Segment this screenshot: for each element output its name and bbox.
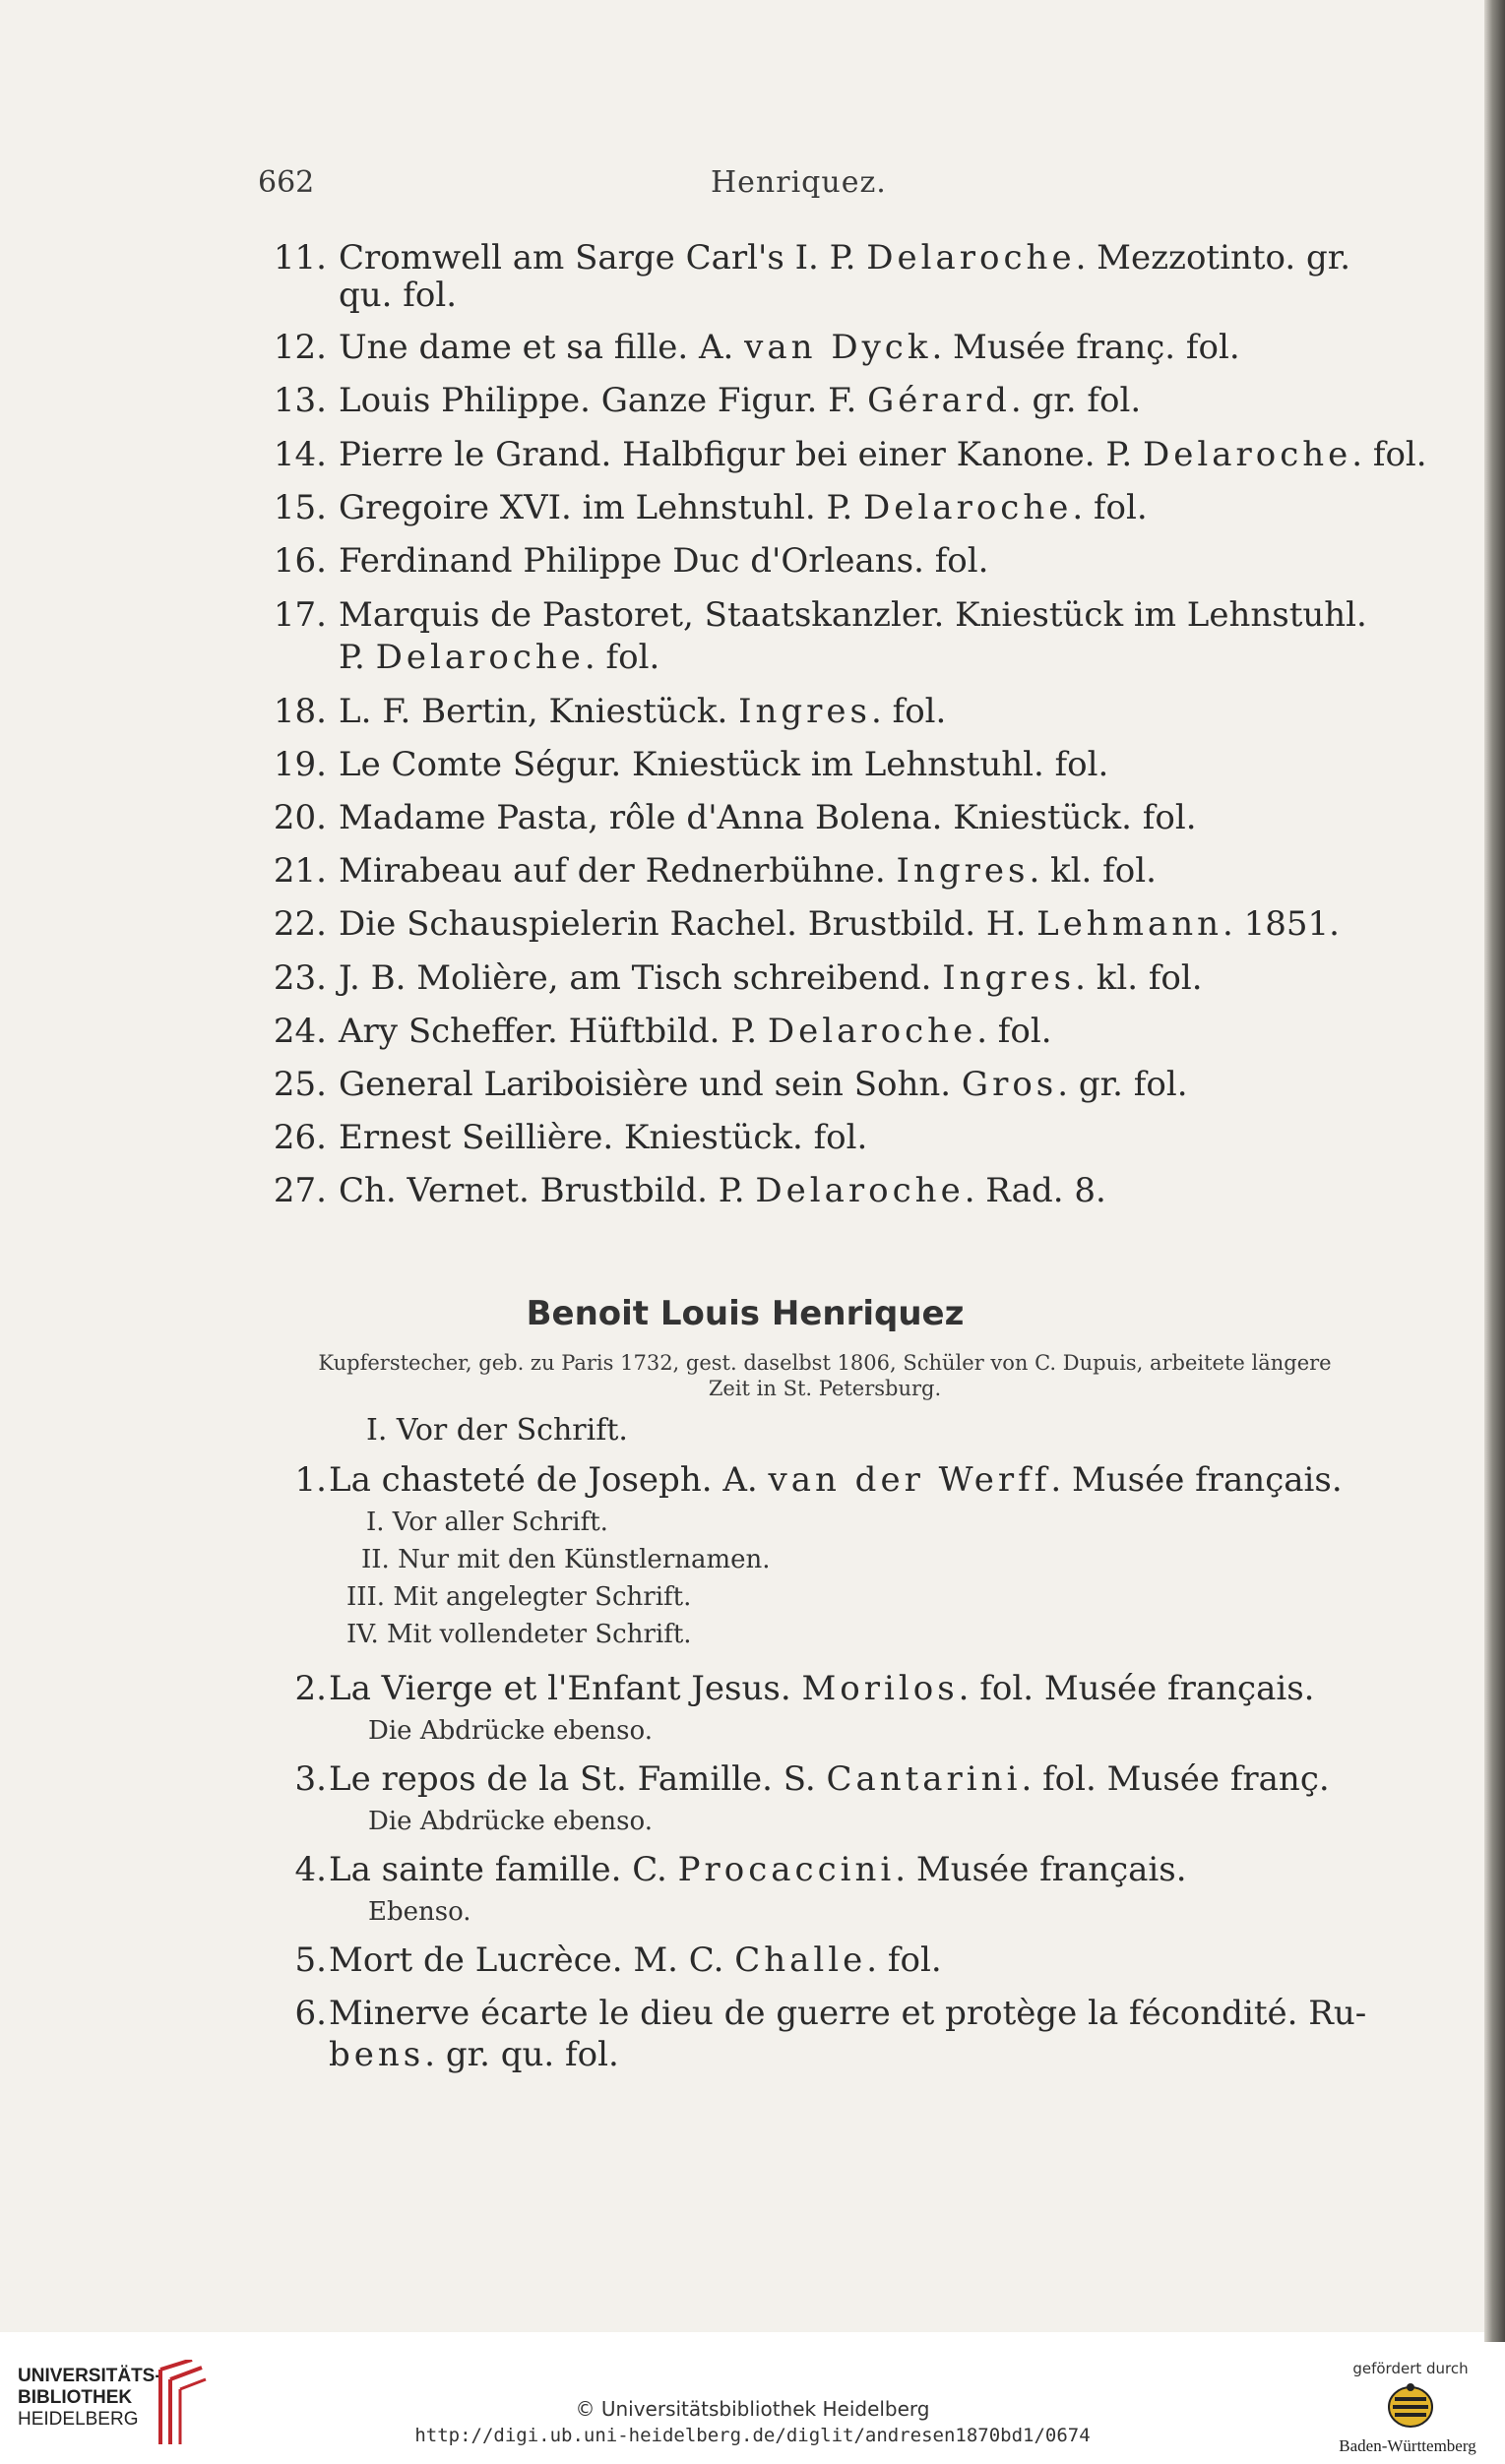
- running-title: Henriquez.: [711, 165, 887, 200]
- artist-biography: Kupferstecher, geb. zu Paris 1732, gest. daselbst 1806, Schüler von C. Dupuis, arbeitete längere Zeit in St. Petersburg.: [318, 1351, 1332, 1400]
- page-number: 662: [258, 165, 315, 200]
- sponsor-label: gefördert durch: [1352, 2360, 1469, 2377]
- coat-of-arms-icon: [1371, 2381, 1450, 2433]
- print-state: II. Nur mit den Künstlernamen.: [361, 1545, 771, 1574]
- library-logo-text: UNIVERSITÄTS- BIBLIOTHEK HEIDELBERG: [18, 2366, 161, 2430]
- list-item-continuation: bens. gr. qu. fol.: [329, 2035, 619, 2074]
- book-page: 662 Henriquez. 11. Cromwell am Sarge Carl's I. P. Delaroche. Mezzotinto. gr. qu. fol. 12. Une dame et sa fille. A. van Dyck. Musée franç. fol. 13. Louis Philippe. Ganze Figur. F. Gérard. gr. fol. 14. Pierre le Grand. Halbfigur bei einer Kanone. P. Delaroche. fol. 15. Gregoire XVI. im Lehnstuhl. P. Delaroche. fol. 16. Ferdinand Philippe Duc d'Orleans. fol. 17. Marquis de Pastoret, Staatskanzler. Kniestück im Lehnstuhl. P. Delaroche. fol. 18. L. F. Bertin, Kniestück. Ingres. fol. 19. Le Comte Ségur. Kniestück im Lehnstuhl. fol. 20. Madame Pasta, rôle d'Anna Bolena. Kniestück. fol. 21. Mirabeau auf der Rednerbühne. Ingres. kl. fol. 22. Die Schauspielerin Rachel. Brustbild. H. Lehmann. 1851. 23. J. B. Molière, am Tisch schreibend. Ingres. kl. fol. 24. Ary Scheffer. Hüftbild. P. Delaroche. fol. 25. General Lariboisière und sein Sohn. Gros. gr. fol. 26. Ernest Seillière. Kniestück. fol. 27. Ch. Vernet. Brustbild. P. Delaroche. Rad. 8. Benoit Louis Henriquez Kupferstecher, geb. zu Paris 1732, gest. daselbst 1806, Schüler von C. Dupuis, arbeitete längere Zeit in St. Petersburg. I. Vor der Schrift. 1. La chasteté de Joseph. A. van der Werff. Musée français. I. Vor aller Schrift. II. Nur mit den Künstlernamen. III. Mit angelegter Schrift. IV. Mit vollendeter Schrift. 2. La Vierge et l'Enfant Jesus. Morilos. fol. Musée français. Die Abdrücke ebenso. 3. Le repos de la St. Famille. S. Cantarini. fol. Musée franç. Die Abdrücke ebenso. 4. La sainte famille. C. Procaccini. Musée français. Ebenso. 5. Mort de Lucrèce. M. C. Challe. fol. 6. Minerve écarte le dieu de guerre et protège la fécondité. Ru- bens. gr. qu. fol.: [0, 0, 1490, 2332]
- note: Ebenso.: [368, 1897, 471, 1927]
- subheading: I. Vor der Schrift.: [366, 1413, 628, 1448]
- list-item-continuation: P. Delaroche. fol.: [339, 638, 660, 677]
- copyright-notice: © Universitätsbibliothek Heidelberg: [575, 2397, 930, 2421]
- section-title: Benoit Louis Henriquez: [526, 1294, 965, 1333]
- note: Die Abdrücke ebenso.: [368, 1807, 653, 1836]
- page-edge: [1484, 0, 1505, 2342]
- print-state: IV. Mit vollendeter Schrift.: [346, 1620, 692, 1649]
- print-state: I. Vor aller Schrift.: [366, 1508, 608, 1537]
- list-item-continuation: qu. fol.: [339, 276, 458, 315]
- sponsor-name: Baden-Württemberg: [1339, 2436, 1476, 2455]
- permalink[interactable]: http://digi.ub.uni-heidelberg.de/diglit/andresen1870bd1/0674: [414, 2425, 1091, 2446]
- note: Die Abdrücke ebenso.: [368, 1716, 653, 1746]
- print-state: III. Mit angelegter Schrift.: [346, 1582, 692, 1612]
